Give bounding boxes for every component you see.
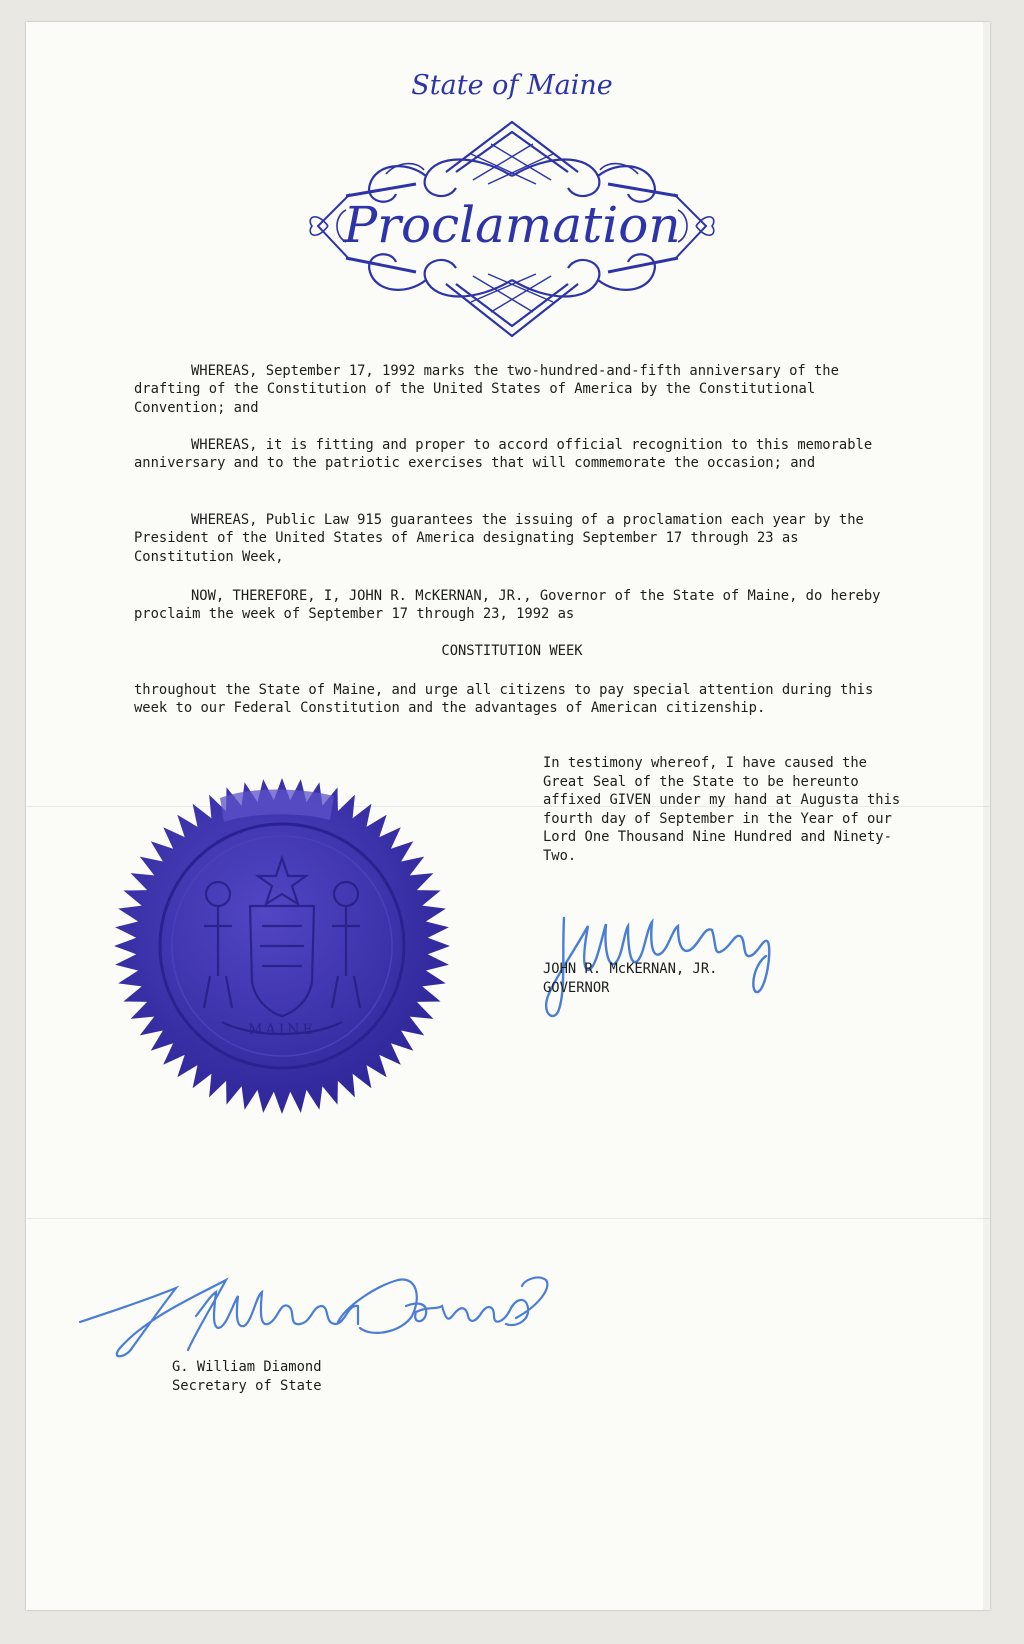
closing-paragraph: throughout the State of Maine, and urge all citizens to pay special attention during this week to our Federal Constitution and the advantages of American citizenship. [134,682,882,717]
great-seal-icon [112,776,452,1116]
secretary-title: Secretary of State [172,1378,322,1394]
governor-title: GOVERNOR [543,980,610,996]
secretary-name: G. William Diamond [172,1359,322,1375]
fold-line [26,1218,990,1219]
constitution-week-heading: CONSTITUTION WEEK [441,643,583,659]
proclamation-title: Proclamation [343,196,681,254]
governor-name: JOHN R. McKERNAN, JR. [543,961,718,977]
state-heading: State of Maine [411,70,613,101]
page-edge [983,22,990,1610]
secretary-signature-icon [76,1266,556,1366]
whereas-paragraph-3: WHEREAS, Public Law 915 guarantees the issuing of a proclamation each year by the President of the United States of America designating September 17 through 23 as Constitution Week, [134,512,873,565]
whereas-paragraph-1: WHEREAS, September 17, 1992 marks the two-hundred-and-fifth anniversary of the drafting of the Constitution of the United States of America by the Constitutional Convention; and [134,363,848,416]
seal-text: MAINE [248,1022,316,1038]
proclamation-flourish-icon [306,114,718,344]
whereas-paragraph-2: WHEREAS, it is fitting and proper to accord official recognition to this memorable anniversary and to the patriotic exercises that will commemorate the occasion; and [134,437,881,472]
therefore-paragraph: NOW, THEREFORE, I, JOHN R. McKERNAN, JR., Governor of the State of Maine, do hereby proclaim the week of September 17 through 23, 1992 as [134,588,889,623]
testimony-paragraph: In testimony whereof, I have caused the Great Seal of the State to be hereunto affixed GIVEN under my hand at Augusta this fourth day of September in the Year of our Lord One Thousand Nine Hundred and Ninety-Two. [543,755,901,864]
